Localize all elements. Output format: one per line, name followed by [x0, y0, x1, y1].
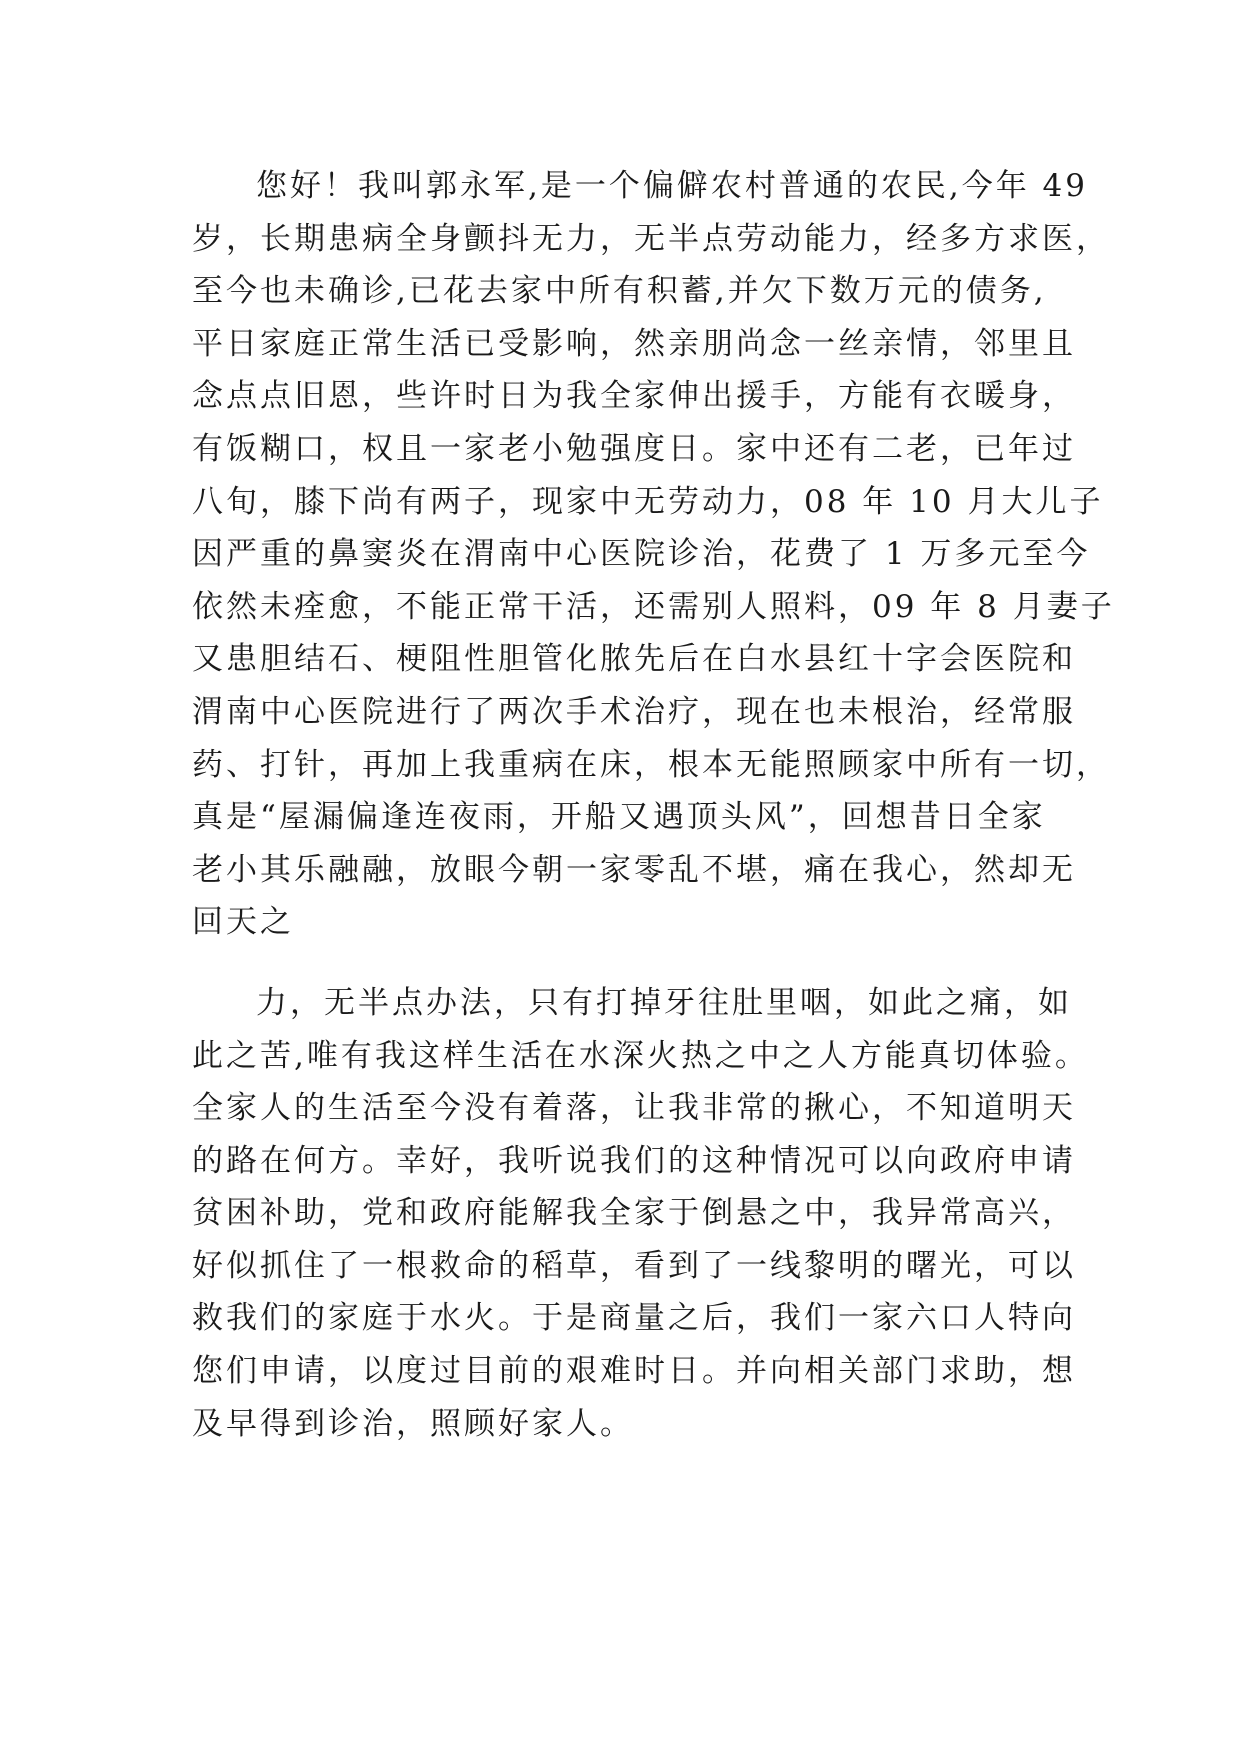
text-line: 贫困补助，党和政府能解我全家于倒悬之中，我异常高兴，	[192, 1195, 1076, 1232]
text-line: 真是“屋漏偏逢连夜雨，开船又遇顶头风”，回想昔日全家	[192, 799, 1046, 836]
text-line: 八旬，膝下尚有两子，现家中无劳动力，08 年 10 月大儿子	[192, 483, 1104, 520]
text-line: 依然未痊愈，不能正常干活，还需别人照料，09 年 8 月妻子	[192, 588, 1115, 625]
paragraph-2	[192, 977, 1089, 1450]
text-line: 此之苦,唯有我这样生活在水深火热之中之人方能真切体验。	[192, 1037, 1089, 1074]
text-line: 至今也未确诊,已花去家中所有积蓄,并欠下数万元的债务,	[192, 273, 1047, 310]
paragraph-1	[192, 160, 1115, 949]
text-line: 药、打针，再加上我重病在床，根本无能照顾家中所有一切，	[192, 746, 1110, 783]
text-line: 您们申请，以度过目前的艰难时日。并向相关部门求助，想	[192, 1353, 1076, 1390]
text-line: 念点点旧恩，些许时日为我全家伸出援手，方能有衣暖身，	[192, 378, 1076, 415]
text-line: 老小其乐融融，放眼今朝一家零乱不堪，痛在我心，然却无	[192, 851, 1076, 888]
text-line: 您好！我叫郭永军,是一个偏僻农村普通的农民,今年 49	[256, 168, 1089, 204]
text-line: 的路在何方。幸好，我听说我们的这种情况可以向政府申请	[192, 1142, 1076, 1179]
text-line: 又患胆结石、梗阻性胆管化脓先后在白水县红十字会医院和	[192, 641, 1076, 678]
text-line: 回天之	[192, 904, 294, 941]
text-line: 及早得到诊治，照顾好家人。	[192, 1405, 634, 1442]
text-line: 好似抓住了一根救命的稻草，看到了一线黎明的曙光，可以	[192, 1247, 1076, 1284]
text-line: 有饭糊口，权且一家老小勉强度日。家中还有二老，已年过	[192, 430, 1076, 467]
text-line: 全家人的生活至今没有着落，让我非常的揪心，不知道明天	[192, 1090, 1076, 1127]
letter-body	[192, 160, 1115, 1450]
text-line: 救我们的家庭于水火。于是商量之后，我们一家六口人特向	[192, 1300, 1076, 1337]
text-line: 渭南中心医院进行了两次手术治疗，现在也未根治，经常服	[192, 693, 1076, 730]
text-line: 平日家庭正常生活已受影响，然亲朋尚念一丝亲情，邻里且	[192, 325, 1076, 362]
text-line: 因严重的鼻窦炎在渭南中心医院诊治，花费了 1 万多元至今	[192, 536, 1091, 573]
text-line: 力，无半点办法，只有打掉牙往肚里咽，如此之痛，如	[256, 984, 1072, 1021]
text-line: 岁，长期患病全身颤抖无力，无半点劳动能力，经多方求医，	[192, 220, 1110, 257]
